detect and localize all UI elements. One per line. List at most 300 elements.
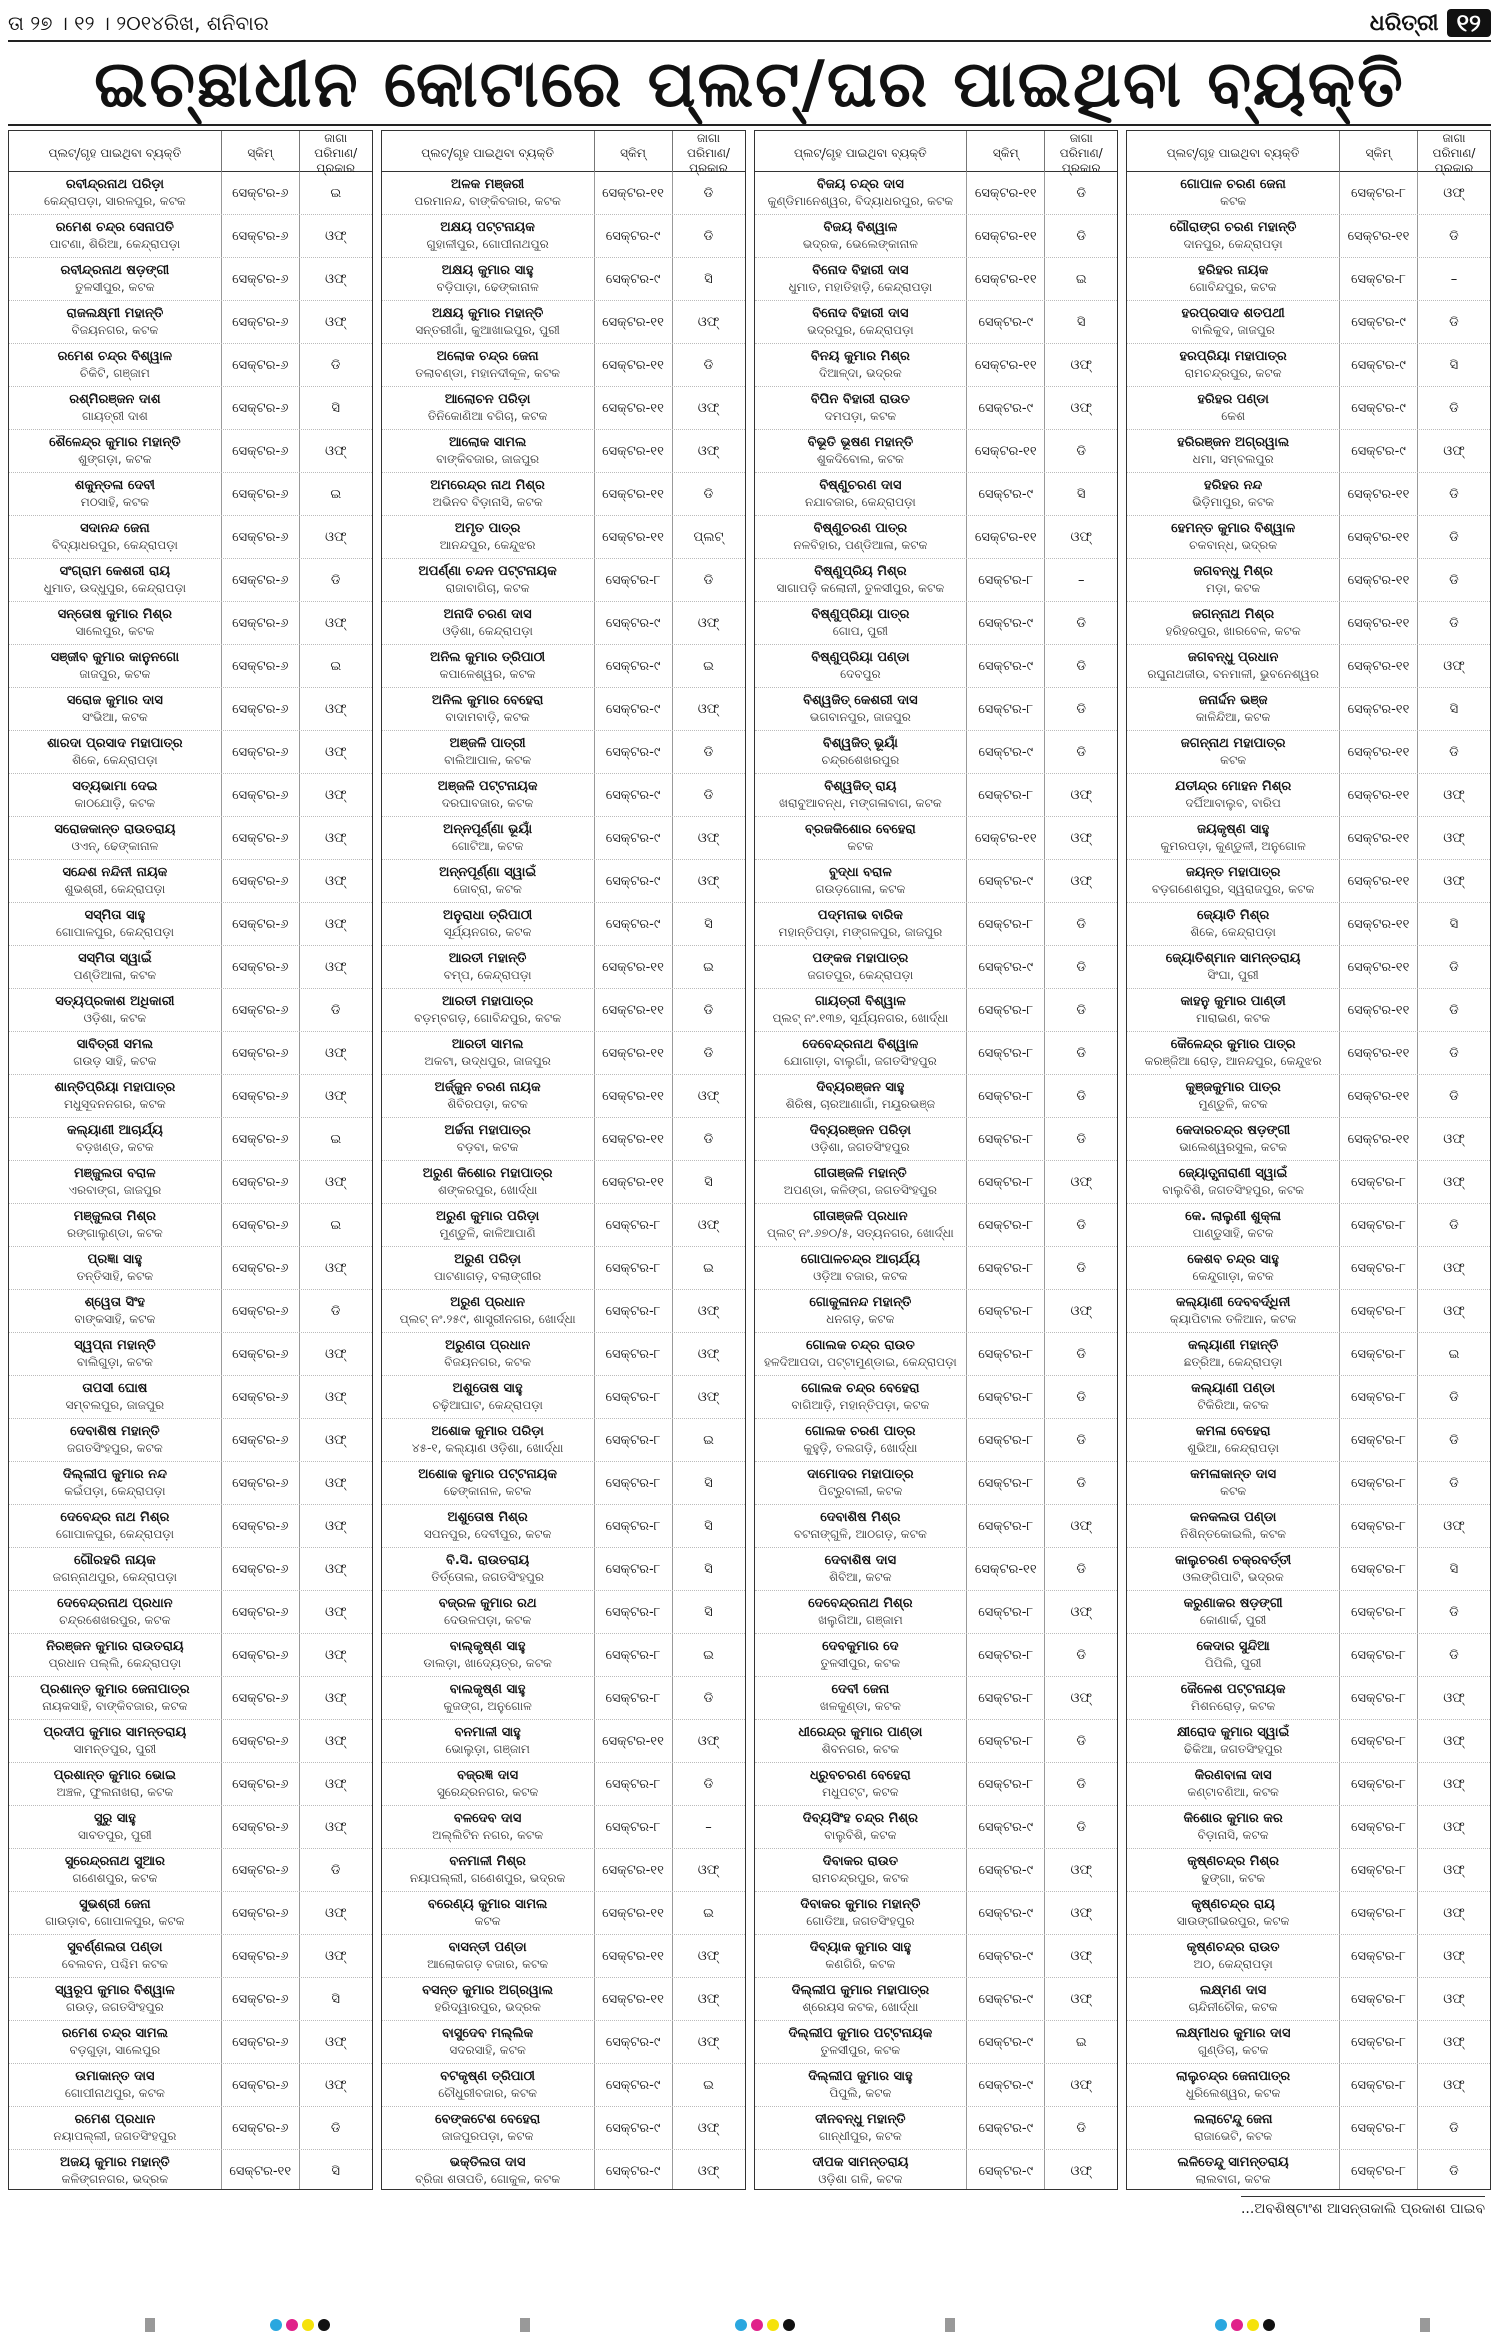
scheme-sector: ସେକ୍ଟର-୧୧ [595,1978,673,2020]
plot-type: ଓଫ୍ [325,1776,347,1792]
allottee-address: ଗାଉଡ଼ାବ, ଗୋପାଳପୁର, କଟକ [45,1914,185,1928]
plot-type: ଡି [703,357,714,373]
plot-type: ଇ [330,1217,342,1233]
table-row [755,731,1118,774]
table-row [1127,1806,1490,1849]
plot-type: ଓଫ୍ [325,787,347,803]
allottee-name: ଜଗବନ୍ଧୁ ପ୍ରଧାନ [1187,650,1279,665]
scheme-sector: ସେକ୍ଟର-୮ [1340,1290,1418,1332]
allottee-address: ନାୟକସାହି, ବାଙ୍କିବଜାର, କଟକ [42,1699,188,1713]
allottee-address: ମାରାଇଣ, କଟକ [1196,1011,1271,1025]
scheme-sector: ସେକ୍ଟର-୧୧ [1340,731,1418,773]
table-row [755,1161,1118,1204]
table-row [382,215,745,258]
allottee-cell [382,2064,595,2106]
allottee-name: ଅନିଲ କୁମାର ତ୍ରିପାଠୀ [430,650,546,665]
allottee-cell [382,1892,595,1934]
scheme-sector: ସେକ୍ଟର-୮ [967,1720,1045,1762]
allottee-name: ଆରତୀ ମହାନ୍ତି [448,951,527,966]
allottee-address: ହଳଦିଆପଦା, ପଟ୍ଟାମୁଣ୍ଡାଇ, କେନ୍ଦ୍ରାପଡ଼ା [763,1355,957,1369]
scheme-sector: ସେକ୍ଟର-୬ [222,1634,300,1676]
page-number: ୧୨ [1447,9,1491,37]
allottee-address: ଦମପଡ଼ା, କଟକ [824,409,897,423]
table-row [9,1032,372,1075]
table-row [382,989,745,1032]
allottee-name: ବେଙ୍କଟେଶ ବେହେରା [434,2112,541,2127]
table-row [1127,1935,1490,1978]
allottee-name: ଅଜୟ କୁମାର ମହାନ୍ତି [60,2155,170,2170]
table-row [9,989,372,1032]
plot-type: ସି [331,2163,340,2179]
table-row [1127,1677,1490,1720]
scheme-sector: ସେକ୍ଟର-୮ [1340,1505,1418,1547]
allottee-name: କମଳା ବେହେରା [1195,1424,1271,1439]
allottee-address: ଦରଘାବଜାର, କଟକ [441,796,534,810]
allottee-address: ମହାନ୍ତିପଡ଼ା, ମଙ୍ଗଳପୁର, ଜାଜପୁର [778,925,943,939]
scheme-sector: ସେକ୍ଟର-୮ [1340,1806,1418,1848]
allottee-name: ସସ୍ମିତା ସାହୁ [84,908,146,923]
column-header [9,131,372,175]
column-3 [754,130,1119,2190]
allottee-cell [755,1763,968,1805]
allottee-cell [382,1634,595,1676]
allottee-name: ହରିହର ପଣ୍ଡା [1197,392,1269,407]
scheme-sector: ସେକ୍ଟର-୯ [967,387,1045,429]
allottee-address: ଚକବାନ୍ଧ, ଭଦ୍ରକ [1189,538,1278,552]
allottee-cell [382,774,595,816]
allottee-name: ଦିବାକର ରାଉତ [822,1854,898,1869]
allottee-address: ବ୍ରିଜା ଶତାପତି, ଗୋକୁଳ, କଟକ [415,2172,561,2186]
scheme-sector: ସେକ୍ଟର-୬ [222,903,300,945]
allottee-cell [9,1634,222,1676]
scheme-sector: ସେକ୍ଟର-୮ [1340,1892,1418,1934]
allottee-address: ବେଲବନ, ପଶ୍ଚିମ କଟକ [61,1957,168,1971]
plot-type: ଓଫ୍ [1443,1260,1465,1276]
scheme-sector: ସେକ୍ଟର-୧୧ [1340,602,1418,644]
allottee-name: କଲ୍ୟାଣୀ ଆଚାର୍ଯ୍ୟ [66,1123,163,1138]
allottee-address: ଟିକିରିଆ, କଟକ [1197,1398,1269,1412]
plot-type: ଓଫ୍ [697,2163,720,2179]
allottee-cell [9,344,222,386]
table-row [382,602,745,645]
scheme-sector: ସେକ୍ଟର-୬ [222,1247,300,1289]
allottee-name: ଅନାଦି ଚରଣ ଦାସ [443,607,532,622]
allottee-name: ରବୀନ୍ଦ୍ରନାଥ ଷଡ଼ଙ୍ଗୀ [60,263,170,278]
scheme-sector: ସେକ୍ଟର-୬ [222,688,300,730]
plot-type: ଡି [1076,1819,1087,1835]
scheme-sector: ସେକ୍ଟର-୮ [595,1247,673,1289]
scheme-sector: ସେକ୍ଟର-୯ [595,817,673,859]
allottee-address: ସୂର୍ଯ୍ୟନଗର, କଟକ [443,925,532,939]
plot-type: ଓଫ୍ [325,1561,347,1577]
table-row [1127,2150,1490,2190]
plot-type: ଡି [1449,572,1459,588]
allottee-address: ବଡ଼ମ୍ବଗଡ଼, ଗୋବିନ୍ଦପୁର, କଟକ [414,1011,562,1025]
table-row [1127,1505,1490,1548]
plot-type: ଡି [703,1131,714,1147]
scheme-sector: ସେକ୍ଟର-୮ [967,559,1045,601]
allottee-name: ଅକ୍ଷୟ କୁମାର ମହାନ୍ତି [432,306,544,321]
allottee-address: ରାମଚନ୍ଦ୍ରପୁର, କଟକ [811,1871,909,1885]
allottee-name: କଲ୍ୟାଣୀ ଦେବବର୍ଦ୍ଧିନୀ [1175,1295,1291,1310]
allottee-cell [1127,1978,1340,2020]
scheme-sector: ସେକ୍ଟର-୬ [222,1677,300,1719]
allottee-address: ଭଦ୍ରପୁର, କେନ୍ଦ୍ରାପଡ଼ା [807,323,914,337]
table-row [9,2107,372,2150]
allottee-cell [755,1462,968,1504]
scheme-sector: ସେକ୍ଟର-୮ [595,559,673,601]
plot-type: ଡି [1076,744,1087,760]
allottee-cell [9,1806,222,1848]
yellow-dot [1247,2319,1259,2331]
plot-type: ଓଫ୍ [697,1346,720,1362]
scheme-sector: ସେକ୍ଟର-୬ [222,1118,300,1160]
allottee-address: ଓଡ଼ିଶା, କେନ୍ଦ୍ରାପଡ଼ା [442,624,533,638]
scheme-sector: ସେକ୍ଟର-୧୧ [967,344,1045,386]
header-type: ଜାଗା ପରିମାଣ/ ପ୍ରକାର [1432,131,1476,175]
allottee-cell [382,602,595,644]
plot-type: ଡି [1449,400,1459,416]
allottee-name: ଅର୍ଚ୍ଚନା ମହାପାତ୍ର [444,1123,531,1138]
allottee-cell [9,602,222,644]
scheme-sector: ସେକ୍ଟର-୯ [967,645,1045,687]
allottee-address: ବାଗିଆଡ଼ି, ମହାନ୍ତିପଡ଼ା, କଟକ [791,1398,930,1412]
cyan-dot [270,2319,282,2331]
scheme-sector: ସେକ୍ଟର-୯ [595,688,673,730]
allottee-cell [755,1634,968,1676]
plot-type: ଓଫ୍ [325,1346,347,1362]
table-row [382,1032,745,1075]
plot-type: ଡି [703,185,714,201]
plot-type: ଡି [703,1776,714,1792]
table-row [1127,1548,1490,1591]
allottee-name: ରମେଶ ଚନ୍ଦ୍ର ବିଶ୍ୱାଳ [57,349,173,364]
allottee-name: ଦୀପକ ସାମନ୍ତରାୟ [812,2155,909,2170]
scheme-sector: ସେକ୍ଟର-୯ [967,2150,1045,2190]
scheme-sector: ସେକ୍ଟର-୮ [595,1591,673,1633]
allottee-cell [755,1806,968,1848]
table-row [9,1462,372,1505]
plot-type: ଓଫ୍ [1443,1991,1465,2007]
allottee-address: ସଂଭିଆ, କଟକ [82,710,148,724]
table-row [9,602,372,645]
table-row [9,516,372,559]
scheme-sector: ସେକ୍ଟର-୬ [222,1376,300,1418]
allottee-address: କଟକ [1220,194,1247,208]
plot-type: ଡି [703,787,714,803]
table-row [1127,989,1490,1032]
allottee-address: କଇଁପଡ଼ା, କେନ୍ଦ୍ରାପଡ଼ା [64,1484,166,1498]
allottee-name: ସୁରେନ୍ଦ୍ରନାଥ ସୁଆର [64,1854,165,1869]
scheme-sector: ସେକ୍ଟର-୧୧ [967,516,1045,558]
allottee-name: ଶକୁନ୍ତଳା ଦେବୀ [74,478,155,493]
scheme-sector: ସେକ୍ଟର-୧୧ [595,473,673,515]
allottee-address: ବିଜୟନଗର, କଟକ [444,1355,531,1369]
allottee-address: ଖଲୁଗିଆ, ଗଞ୍ଜାମ [818,1613,903,1627]
allottee-address: ଢେଙ୍କାନାଳ, କଟକ [443,1484,532,1498]
scheme-sector: ସେକ୍ଟର-୮ [967,1247,1045,1289]
allottee-cell [755,860,968,902]
allottee-cell [1127,1806,1340,1848]
allottee-name: ଜଗନ୍ନାଥ ମହାପାତ୍ର [1180,736,1286,751]
plot-type: ଡି [330,357,341,373]
plot-type: ଓଫ୍ [325,1389,347,1405]
table-row [755,516,1118,559]
allottee-name: ସଂଗ୍ରାମ କେଶରୀ ରାୟ [59,564,171,579]
allottee-address: ଶିବନଗର, କଟକ [821,1742,900,1756]
table-row [382,1892,745,1935]
scheme-sector: ସେକ୍ଟର-୬ [222,516,300,558]
allottee-name: ଜୟକୃଷ୍ଣ ସାହୁ [1196,822,1270,837]
allottee-cell [755,1935,968,1977]
allottee-cell [382,516,595,558]
table-row [1127,946,1490,989]
plot-type: ଓଫ୍ [325,1905,347,1921]
scheme-sector: ସେକ୍ଟର-୯ [967,731,1045,773]
scheme-sector: ସେକ୍ଟର-୮ [1340,1720,1418,1762]
allottee-name: ଜଗନ୍ନାଥ ମିଶ୍ର [1192,607,1275,622]
scheme-sector: ସେକ୍ଟର-୯ [967,301,1045,343]
plot-type: – [1078,572,1085,588]
scheme-sector: ସେକ୍ଟର-୬ [222,1892,300,1934]
allottee-name: ଲକ୍ଷ୍ମୀଧର କୁମାର ଦାସ [1175,2026,1291,2041]
allottee-name: ଜଗବନ୍ଧୁ ମିଶ୍ର [1193,564,1273,579]
allottee-address: କୋଣାର୍କ, ପୁରୀ [1199,1613,1267,1627]
header-person: ପ୍ଲଟ୍/ଗୃହ ପାଇଥିବା ବ୍ୟକ୍ତି [382,131,595,176]
scheme-sector: ସେକ୍ଟର-୬ [222,559,300,601]
table-row [9,774,372,817]
table-row [9,430,372,473]
plot-type: ଇ [1075,271,1087,287]
table-row [382,946,745,989]
allottee-name: ଭକ୍ତିଲତା ଦାସ [449,2155,526,2170]
allottee-address: ବାଲୁବିଶି, ଜଗତସିଂହପୁର, କଟକ [1162,1183,1305,1197]
scheme-sector: ସେକ୍ଟର-୧୧ [1340,473,1418,515]
allottee-name: ଶ୍ୱେତା ସିଂହ [84,1295,145,1310]
scheme-sector: ସେକ୍ଟର-୮ [595,1290,673,1332]
scheme-sector: ସେକ୍ଟର-୬ [222,1032,300,1074]
scheme-sector: ସେକ୍ଟର-୮ [967,1419,1045,1461]
plot-type: ଓଫ୍ [1443,1303,1465,1319]
allottee-name: ବାଲ୍‌କୃଷ୍ଣ ସାହୁ [449,1639,526,1654]
table-row [382,1978,745,2021]
table-row [9,2064,372,2107]
allottee-name: କମଳାକାନ୍ତ ଦାସ [1190,1467,1277,1482]
allottee-name: ବରେଣ୍ୟ କୁମାର ସାମଲ [427,1897,548,1912]
plot-type: ଡି [1449,1432,1459,1448]
plot-type: ଓଫ୍ [1070,2163,1092,2179]
allottee-cell [9,1720,222,1762]
allottee-address: ଗଉଡ଼, ଜଗତସିଂହପୁର [65,2000,164,2014]
allottee-cell [755,344,968,386]
allottee-cell [755,1075,968,1117]
plot-type: ଓଫ୍ [325,443,347,459]
plot-type: ଡି [1449,486,1459,502]
scheme-sector: ସେକ୍ଟର-୮ [967,1333,1045,1375]
scheme-sector: ସେକ୍ଟର-୬ [222,1548,300,1590]
allottee-name: ବିଜୟ ଚନ୍ଦ୍ର ଦାସ [816,177,904,192]
plot-type: ଇ [703,2077,714,2093]
allottee-name: କୈଳେନ୍ଦ୍ର କୁମାର ପାତ୍ର [1170,1037,1296,1052]
plot-type: ଓଫ୍ [1443,2034,1465,2050]
allottee-name: ଦିବାକର କୁମାର ମହାନ୍ତି [800,1897,921,1912]
allottee-cell [755,989,968,1031]
allottee-name: ବନମାଳୀ ସାହୁ [454,1725,521,1740]
allottee-cell [382,1591,595,1633]
allottee-address: ସୁରେନ୍ଦ୍ରନଗର, କଟକ [436,1785,539,1799]
plot-type: ଡି [703,572,714,588]
scheme-sector: ସେକ୍ଟର-୧୧ [595,1892,673,1934]
allottee-address: ଡାଲଡ଼ା, ଖାଦ୍ୟେତ୍ର, କଟକ [423,1656,552,1670]
scheme-sector: ସେକ୍ଟର-୧୧ [1340,1118,1418,1160]
allottee-name: ଅମରେନ୍ଦ୍ର ନାଥ ମିଶ୍ର [430,478,545,493]
allottee-address: ରାମଚନ୍ଦ୍ରପୁର, କଟକ [1184,366,1282,380]
table-row [1127,602,1490,645]
table-row [1127,1419,1490,1462]
allottee-cell [382,1677,595,1719]
scheme-sector: ସେକ୍ଟର-୧୧ [1340,1032,1418,1074]
scheme-sector: ସେକ୍ଟର-୮ [967,1032,1045,1074]
table-row [1127,1161,1490,1204]
table-row [755,1290,1118,1333]
allottee-name: ଦିଲ୍ଲୀପ କୁମାର ସାହୁ [808,2069,913,2084]
table-row [382,645,745,688]
table-row [755,903,1118,946]
allottee-cell [755,2107,968,2149]
allottee-name: ଅନୁରାଧା ତ୍ରିପାଠୀ [443,908,533,923]
allottee-name: ବିଷ୍ଣୁଚରଣ ଦାସ [819,478,902,493]
plot-type: ଓଫ୍ [325,959,347,975]
allottee-cell [9,2021,222,2063]
allottee-cell [755,1204,968,1246]
allottee-name: ଗାୟତ୍ରୀ ବିଶ୍ୱାଳ [814,994,906,1009]
allottee-name: କେଶବ ଚନ୍ଦ୍ର ସାହୁ [1187,1252,1279,1267]
scheme-sector: ସେକ୍ଟର-୮ [1340,2150,1418,2190]
plot-type: ଓଫ୍ [325,228,347,244]
allottee-name: ଆରତୀ ସାମଲ [451,1037,524,1052]
table-row [382,1763,745,1806]
allottee-cell [1127,301,1340,343]
plot-type: ଓଫ୍ [1070,1604,1092,1620]
registration-mark [945,2318,955,2332]
allottee-address: ସିଂଘା, ପୁରୀ [1207,968,1259,982]
scheme-sector: ସେକ୍ଟର-୬ [222,1591,300,1633]
allottee-address: ପଣ୍ଡିଆଳା, କଟକ [73,968,157,982]
scheme-sector: ସେକ୍ଟର-୮ [967,1075,1045,1117]
table-row [382,1677,745,1720]
allottee-cell [382,473,595,515]
allottee-cell [1127,2107,1340,2149]
allottee-address: ମଡ଼ା, କଟକ [1205,581,1261,595]
allottee-cell [382,688,595,730]
scheme-sector: ସେକ୍ଟର-୮ [595,1548,673,1590]
allottee-address: ଗୋବିନ୍ଦପୁର, କଟକ [1189,280,1277,294]
allottee-cell [382,1204,595,1246]
table-row [382,344,745,387]
scheme-sector: ସେକ୍ଟର-୧୧ [1340,860,1418,902]
table-row [382,817,745,860]
allottee-address: ଧୁରିଲେଶ୍ୱର, କଟକ [1185,2086,1281,2100]
scheme-sector: ସେକ୍ଟର-୮ [1340,258,1418,300]
scheme-sector: ସେକ୍ଟର-୯ [967,2064,1045,2106]
scheme-sector: ସେକ୍ଟର-୧୧ [595,1161,673,1203]
allottee-name: ଦୀନବନ୍ଧୁ ମହାନ୍ତି [815,2112,906,2127]
allottee-name: ଗୀତାଞ୍ଜଳି ପ୍ରଧାନ [813,1209,908,1224]
table-row [9,215,372,258]
allottee-address: ପିପିଲି, ପୁରୀ [1204,1656,1262,1670]
plot-type: ସି [704,1518,713,1534]
plot-type: ଡି [1449,1217,1459,1233]
allottee-address: ଜଗତପୁର, କେନ୍ଦ୍ରାପଡ଼ା [807,968,914,982]
table-row [382,258,745,301]
allottee-address: ତୁଳସୀପୁର, କଟକ [75,280,155,294]
table-row [9,1978,372,2021]
table-row [9,1591,372,1634]
table-row [1127,1075,1490,1118]
allottee-columns [8,130,1491,2190]
table-row [382,1376,745,1419]
color-registration-dots [270,2319,330,2331]
table-row [9,946,372,989]
cyan-dot [1215,2319,1227,2331]
table-row [755,1591,1118,1634]
allottee-address: ଗୋପାଳପୁର, କେନ୍ଦ୍ରାପଡ଼ା [55,925,174,939]
plot-type: ଇ [330,658,342,674]
allottee-name: ଜ୍ୟୋତ୍ସ୍ନାରାଣୀ ସ୍ୱାଇଁ [1178,1166,1288,1181]
allottee-name: ବଳଦେବ ଦାସ [453,1811,522,1826]
plot-type: ଓଫ୍ [325,873,347,889]
table-row [382,1333,745,1376]
allottee-cell [382,1161,595,1203]
allottee-address: ନଯାବଜାର, କେନ୍ଦ୍ରାପଡ଼ା [805,495,916,509]
table-row [9,645,372,688]
plot-type: ଓଫ୍ [1443,1819,1465,1835]
table-row [9,688,372,731]
table-row [9,1548,372,1591]
table-row [1127,516,1490,559]
allottee-cell [1127,1935,1340,1977]
plot-type: ଓଫ୍ [1070,830,1092,846]
scheme-sector: ସେକ୍ଟର-୮ [1340,1978,1418,2020]
plot-type: ଓଫ୍ [1443,1518,1465,1534]
scheme-sector: ସେକ୍ଟର-୧୧ [1340,516,1418,558]
scheme-sector: ସେକ୍ଟର-୧୧ [595,1720,673,1762]
allottee-address: ଓଡ଼ିଶା, ଜଗତସିଂହପୁର [811,1140,910,1154]
allottee-cell [1127,2064,1340,2106]
allottee-cell [9,172,222,214]
plot-type: ଡି [1449,959,1459,975]
scheme-sector: ସେକ୍ଟର-୮ [1340,1763,1418,1805]
allottee-name: ଅଶୁତୋଷ ସାହୁ [452,1381,523,1396]
scheme-sector: ସେକ୍ଟର-୧୧ [595,1118,673,1160]
allottee-address: ବଡ଼ିପାଡ଼ା, ଢେଙ୍କାନାଳ [436,280,539,294]
allottee-name: କୃଷ୍ଣଚନ୍ଦ୍ର ମିଶ୍ର [1187,1854,1279,1869]
plot-type: ଓଫ୍ [325,2034,347,2050]
plot-type: ଡି [1449,1647,1459,1663]
allottee-address: ଅପଣ୍ଡା, କଳିଙ୍ଗ, ଜଗତସିଂହପୁର [783,1183,937,1197]
scheme-sector: ସେକ୍ଟର-୧୧ [1340,903,1418,945]
table-row [1127,1462,1490,1505]
table-row [9,1806,372,1849]
allottee-name: ସ୍ୱରୂପ କୁମାର ବିଶ୍ୱାଳ [54,1983,175,1998]
allottee-address: ତୁଳସୀପୁର, କଟକ [820,1656,901,1670]
allottee-address: କୁଣ୍ଡିମାନେଶ୍ୱର, ବିଦ୍ୟାଧରପୁର, କଟକ [767,194,954,208]
allottee-cell [382,2021,595,2063]
table-row [755,1032,1118,1075]
allottee-cell [382,559,595,601]
allottee-name: ଲଳିତେନ୍ଦୁ ସାମନ୍ତରାୟ [1177,2155,1289,2170]
allottee-name: ଆଲୋଚନ ପରିଡ଼ା [444,392,531,407]
